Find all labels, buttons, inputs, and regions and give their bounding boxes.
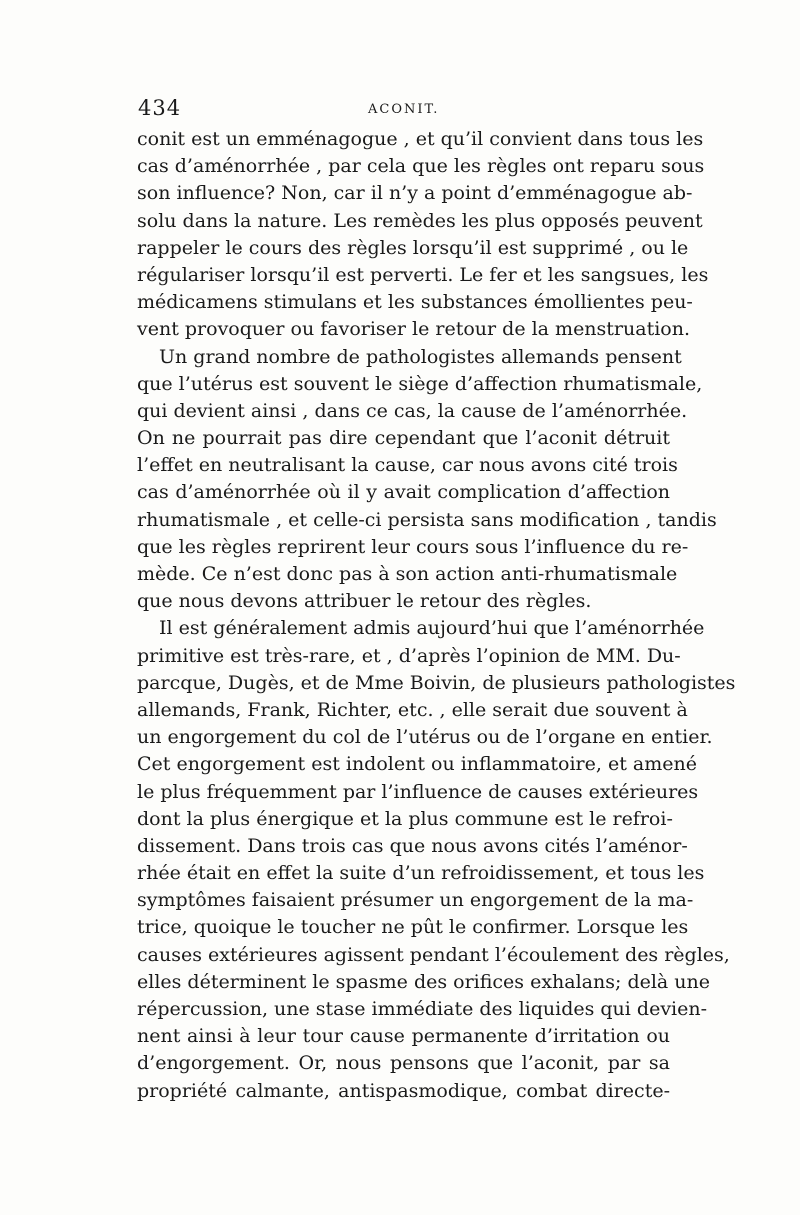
text-line: rappeler le cours des règles lorsqu’il est supprimé , ou le (137, 236, 689, 259)
text-line: que l’utérus est souvent le siège d’affection rhumatismale, (137, 372, 703, 395)
text-line: cas d’aménorrhée où il y avait complication d’affection (137, 481, 670, 504)
text-line: dissement. Dans trois cas que nous avons cités l’aménor- (137, 834, 688, 857)
text-line: allemands, Frank, Richter, etc. , elle serait due souvent à (137, 698, 688, 721)
page-number: 434 (138, 96, 182, 120)
text-line: qui devient ainsi , dans ce cas, la cause de l’aménorrhée. (137, 399, 688, 422)
text-line: que les règles reprirent leur cours sous l’influence du re- (137, 535, 689, 558)
text-line: le plus fréquemment par l’influence de causes extérieures (137, 780, 699, 803)
text-line: On ne pourrait pas dire cependant que l’aconit détruit (137, 427, 670, 450)
text-line: solu dans la nature. Les remèdes les plus opposés peuvent (137, 209, 703, 232)
body-text (137, 126, 736, 1105)
text-line: conit est un emménagogue , et qu’il convient dans tous les (137, 128, 704, 150)
text-line: trice, quoique le toucher ne pût le confirmer. Lorsque les (137, 916, 689, 939)
text-line: propriété calmante, antispasmodique, combat directe- (137, 1079, 670, 1102)
text-line: nent ainsi à leur tour cause permanente d’irritation ou (137, 1025, 670, 1048)
text-line: cas d’aménorrhée , par cela que les règles ont reparu sous (137, 155, 705, 178)
text-line: rhée était en effet la suite d’un refroidissement, et tous les (137, 862, 705, 885)
text-line: rhumatismale , et celle-ci persista sans modification , tandis (137, 508, 717, 531)
text-line: l’effet en neutralisant la cause, car nous avons cité trois (137, 454, 678, 477)
text-line: Un grand nombre de pathologistes allemands pensent (159, 345, 682, 368)
page-header (138, 96, 668, 126)
text-line: répercussion, une stase immédiate des liquides qui devien- (137, 998, 708, 1020)
text-line: mède. Ce n’est donc pas à son action anti-rhumatismale (137, 563, 678, 585)
text-line: d’engorgement. Or, nous pensons que l’aconit, par sa (137, 1052, 670, 1075)
text-line: dont la plus énergique et la plus commune est le refroi- (137, 807, 673, 830)
text-line: régulariser lorsqu’il est perverti. Le fer et les sangsues, les (137, 263, 709, 286)
text-line: un engorgement du col de l’utérus ou de l’organe en entier. (137, 726, 713, 749)
text-line: symptômes faisaient présumer un engorgement de la ma- (137, 889, 694, 912)
text-line: que nous devons attribuer le retour des règles. (137, 590, 592, 613)
text-line: primitive est très-rare, et , d’après l’opinion de MM. Du- (137, 644, 681, 667)
text-line: vent provoquer ou favoriser le retour de la menstruation. (137, 318, 691, 341)
text-line: médicamens stimulans et les substances émollientes peu- (137, 291, 693, 314)
running-title: ACONIT. (368, 102, 440, 117)
text-line: causes extérieures agissent pendant l’écoulement des règles, (137, 943, 730, 966)
text-line: parcque, Dugès, et de Mme Boivin, de plusieurs pathologistes (137, 671, 736, 694)
text-line: elles déterminent le spasme des orifices exhalans; delà une (137, 970, 711, 993)
text-line: Cet engorgement est indolent ou inflammatoire, et amené (137, 753, 697, 776)
text-line: Il est généralement admis aujourd’hui que l’aménorrhée (159, 617, 705, 640)
text-line: son influence? Non, car il n’y a point d’emménagogue ab- (137, 182, 693, 205)
